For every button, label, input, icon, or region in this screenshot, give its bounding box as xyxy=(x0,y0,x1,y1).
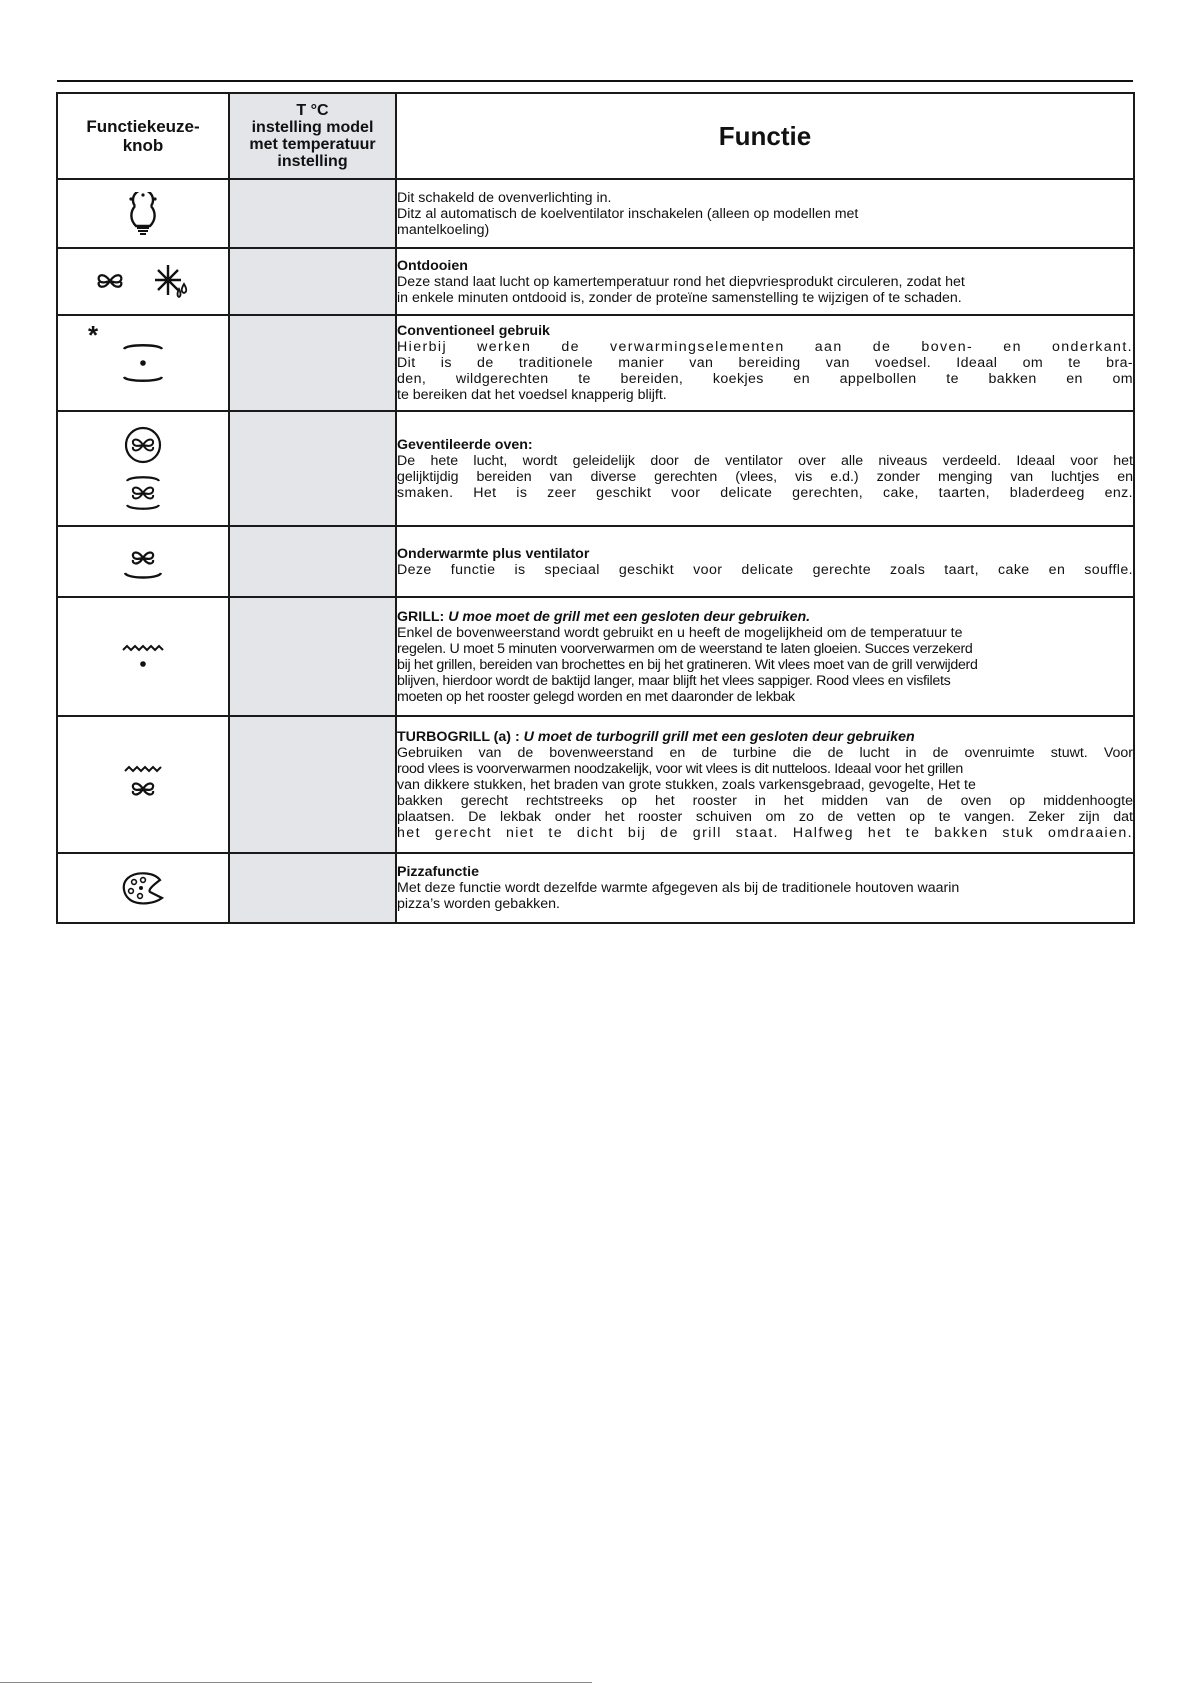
conventional-icon xyxy=(58,337,228,389)
knob-cell xyxy=(57,248,229,315)
description-line: te bereiken dat het voedsel knapperig blijft. xyxy=(397,387,667,403)
table-row xyxy=(57,179,1134,248)
function-description xyxy=(396,597,1134,716)
description-line: Hierbij werken de verwarmingselementen aan de boven- en onderkant. xyxy=(397,339,1133,355)
description-line: smaken. Het is zeer geschikt voor delicate gerechten, cake, taarten, bladerdeeg enz. xyxy=(397,484,1133,501)
function-description xyxy=(396,411,1134,526)
top-rule xyxy=(57,80,1133,82)
function-description xyxy=(396,853,1134,923)
function-description xyxy=(396,315,1134,411)
temperature-cell xyxy=(229,853,396,923)
temperature-cell xyxy=(229,597,396,716)
function-title-prefix: GRILL: xyxy=(397,608,449,625)
description-line: moeten op het rooster gelegd worden en met daaronder de lekbak xyxy=(397,688,795,705)
knob-cell xyxy=(57,315,229,411)
table-row xyxy=(57,597,1134,716)
function-title: Geventileerde oven: xyxy=(397,436,533,453)
function-warning: U moe moet de grill met een gesloten deur gebruiken. xyxy=(448,608,811,625)
description-line: gelijktijdig bereiden van diverse gerechten (vlees, vis e.d.) zonder menging van luchtjes en xyxy=(397,468,1133,485)
table-row xyxy=(57,315,1134,411)
header-temperature-label: T °C instelling model met temperatuur instelling xyxy=(249,102,376,170)
knob-cell xyxy=(57,716,229,853)
function-description xyxy=(396,179,1134,248)
temperature-cell xyxy=(229,526,396,597)
bottom-fan-icon xyxy=(58,541,228,583)
function-description xyxy=(396,716,1134,853)
grill-icon xyxy=(58,642,228,672)
description-line: De hete lucht, wordt geleidelijk door de ventilator over alle niveaus verdeeld. Ideaal voor het xyxy=(397,452,1133,469)
pizza-icon xyxy=(58,870,228,906)
header-function-label: Functie xyxy=(718,120,812,151)
fan-icon xyxy=(94,266,126,296)
description-line: bij het grillen, bereiden van brochettes en bij het gratineren. Wit vlees moet van de grill verwijderd xyxy=(397,656,978,673)
function-title: Pizzafunctie xyxy=(397,864,479,880)
defrost-icon xyxy=(152,262,192,300)
temperature-cell xyxy=(229,411,396,526)
header-function xyxy=(396,93,1134,179)
header-temperature xyxy=(229,93,396,179)
function-title xyxy=(397,729,1133,745)
description-line: pizza’s worden gebakken. xyxy=(397,896,560,912)
description-line: van dikkere stukken, het braden van grote stukken, zoals varkensgebraad, gevogelte, Het te xyxy=(397,776,976,793)
ring-fan-icon xyxy=(58,473,228,513)
description-line: Deze stand laat lucht op kamertemperatuur rond het diepvriesprodukt circuleren, zodat het xyxy=(397,273,965,290)
description-line: bakken gerecht rechtstreeks op het rooster in het midden van de oven op middenhoogte xyxy=(397,792,1133,809)
description-line: het gerecht niet te dicht bij de grill staat. Halfweg het te bakken stuk omdraaien. xyxy=(397,824,1133,841)
table-row xyxy=(57,411,1134,526)
description-line: in enkele minuten ontdooid is, zonder de proteïne samenstelling te wijzigen of te schaden. xyxy=(397,289,962,306)
header-knob xyxy=(57,93,229,179)
temperature-cell xyxy=(229,179,396,248)
description-line: Dit schakeld de ovenverlichting in. xyxy=(397,189,612,206)
description-line: mantelkoeling) xyxy=(397,221,490,238)
description-line: Met deze functie wordt dezelfde warmte afgegeven als bij de traditionele houtoven waarin xyxy=(397,880,960,896)
function-description xyxy=(396,248,1134,315)
knob-cell xyxy=(57,597,229,716)
function-title: Onderwarmte plus ventilator xyxy=(397,545,590,562)
function-title: Ontdooien xyxy=(397,257,468,274)
knob-cell xyxy=(57,179,229,248)
description-line: Dit is de traditionele manier van bereiding van voedsel. Ideaal om te bra- xyxy=(397,355,1133,371)
description-line: Deze functie is speciaal geschikt voor delicate gerechte zoals taart, cake en souffle. xyxy=(397,561,1133,578)
description-line: Ditz al automatisch de koelventilator inschakelen (alleen op modellen met xyxy=(397,205,859,222)
description-line: rood vlees is voorverwarmen noodzakelijk, voor wit vlees is dit nutteloos. Ideaal voor het grillen xyxy=(397,760,963,777)
knob-cell xyxy=(57,526,229,597)
description-line: den, wildgerechten te bereiden, koekjes en appelbollen te bakken en om xyxy=(397,371,1133,387)
turbogrill-icon xyxy=(58,765,228,805)
footer-rule xyxy=(0,1682,592,1683)
function-title xyxy=(397,609,1133,625)
oven-functions-table xyxy=(56,92,1135,924)
table-row xyxy=(57,716,1134,853)
lamp-icon xyxy=(58,192,228,236)
function-title: Conventioneel gebruik xyxy=(397,323,550,339)
footnote-marker: * xyxy=(88,320,99,350)
header-knob-label: Functiekeuze- knob xyxy=(86,117,200,155)
description-line: regelen. U moet 5 minuten voorverwarmen om de weerstand te laten gloeien. Succes verzekerd xyxy=(397,640,973,657)
description-line: Gebruiken van de bovenweerstand en de turbine die de lucht in de ovenruimte stuwt. Voor xyxy=(397,744,1133,761)
table-row xyxy=(57,248,1134,315)
description-line: Enkel de bovenweerstand wordt gebruikt en u heeft de mogelijkheid om de temperatuur te xyxy=(397,624,963,641)
function-description xyxy=(396,526,1134,597)
description-line: blijven, hierdoor wordt de baktijd langer, maar blijft het vlees sappiger. Rood vlees en visfilets xyxy=(397,672,951,689)
table-header-row xyxy=(57,93,1134,179)
temperature-cell xyxy=(229,248,396,315)
circle-fan-icon xyxy=(58,425,228,465)
description-line: plaatsen. De lekbak onder het rooster schuiven om zo de vetten op te vangen. Zeker zijn dat xyxy=(397,808,1133,825)
temperature-cell xyxy=(229,315,396,411)
knob-cell xyxy=(57,853,229,923)
temperature-cell xyxy=(229,716,396,853)
table-row xyxy=(57,853,1134,923)
knob-cell xyxy=(57,411,229,526)
function-warning: U moet de turbogrill grill met een gesloten deur gebruiken xyxy=(523,728,915,745)
function-title-prefix: TURBOGRILL (a) : xyxy=(397,728,524,745)
table-row xyxy=(57,526,1134,597)
